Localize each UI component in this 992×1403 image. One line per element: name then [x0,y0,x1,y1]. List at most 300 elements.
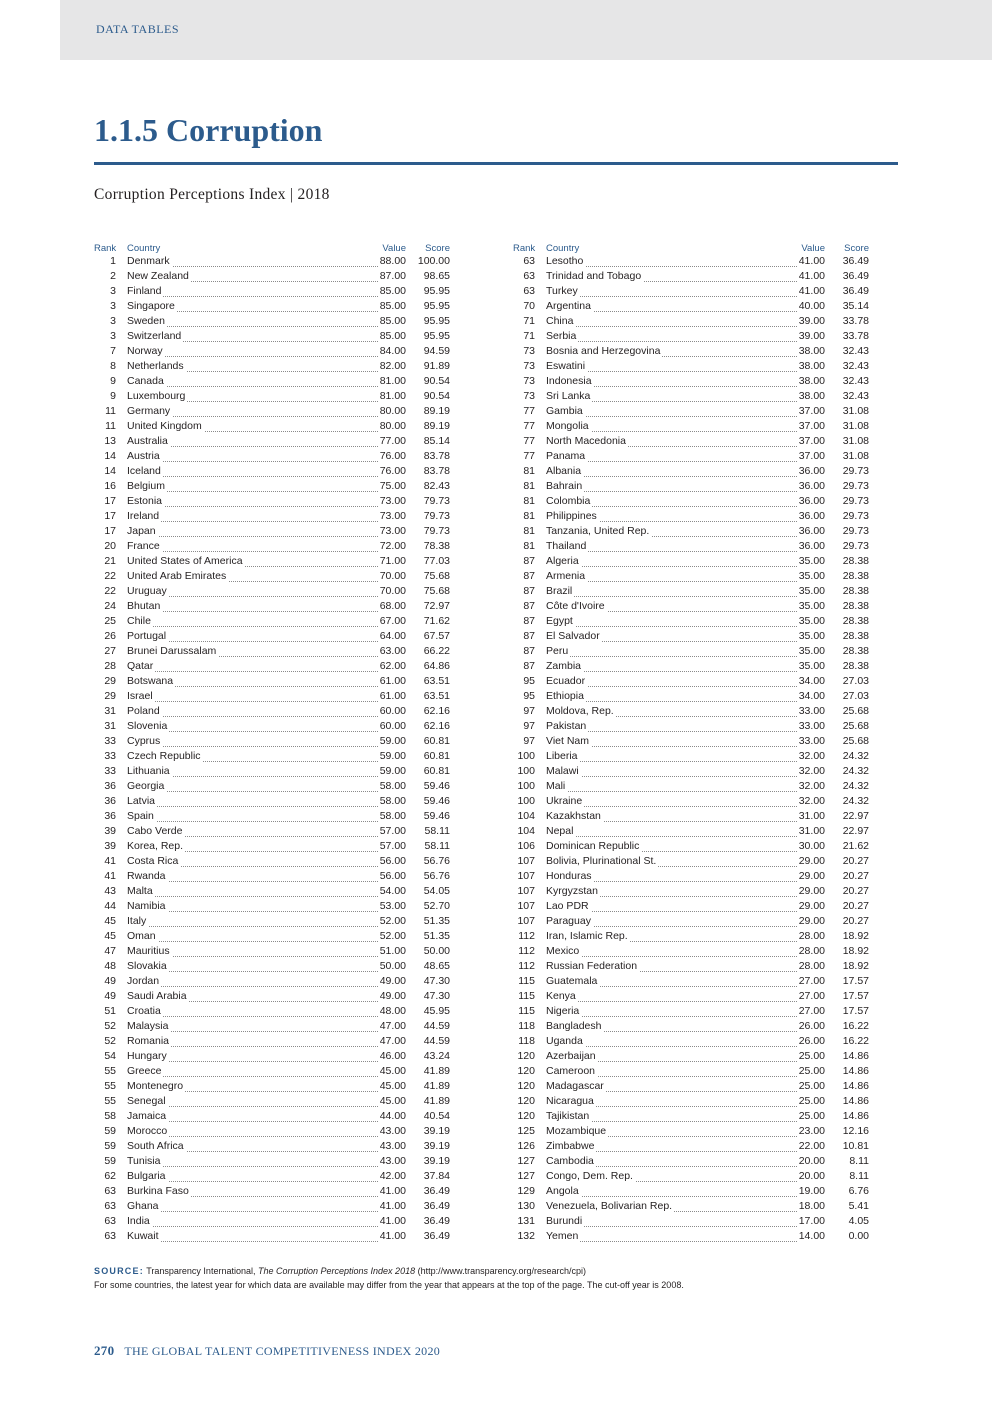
value-cell: 50.00 [379,960,406,972]
country-cell: Czech Republic [127,750,201,762]
dot-leader [546,701,825,702]
country-cell: Tajikistan [546,1110,590,1122]
dot-leader [546,761,825,762]
country-cell: Angola [546,1185,579,1197]
value-cell: 35.00 [798,615,825,627]
table-row [513,1140,869,1155]
country-cell: Spain [127,810,154,822]
rank-cell: 73 [523,360,535,372]
country-cell: Finland [127,285,162,297]
dot-leader [546,566,825,567]
table-row [94,765,450,780]
rank-cell: 97 [523,735,535,747]
country-cell: Cameroon [546,1065,596,1077]
country-cell: Luxembourg [127,390,186,402]
rank-cell: 129 [517,1185,535,1197]
value-cell: 32.00 [798,780,825,792]
dot-leader [127,641,406,642]
rank-cell: 28 [104,660,116,672]
value-cell: 39.00 [798,330,825,342]
country-cell: Cabo Verde [127,825,183,837]
publication-title: THE GLOBAL TALENT COMPETITIVENESS INDEX 2020 [124,1344,441,1358]
score-cell: 44.59 [423,1020,450,1032]
rank-cell: 77 [523,405,535,417]
value-cell: 53.00 [379,900,406,912]
country-cell: Eswatini [546,360,586,372]
country-cell: Uruguay [127,585,167,597]
country-cell: Burundi [546,1215,583,1227]
score-cell: 20.27 [842,870,869,882]
value-cell: 20.00 [798,1170,825,1182]
score-cell: 31.08 [842,450,869,462]
dot-leader [546,656,825,657]
rank-cell: 17 [104,525,116,537]
country-cell: Denmark [127,255,170,267]
score-cell: 62.16 [423,720,450,732]
score-cell: 28.38 [842,630,869,642]
rank-cell: 3 [110,300,116,312]
score-cell: 64.86 [423,660,450,672]
score-header: Score [425,243,450,254]
value-cell: 36.00 [798,465,825,477]
rank-cell: 3 [110,285,116,297]
table-row [513,855,869,870]
value-cell: 25.00 [798,1095,825,1107]
table-row [94,375,450,390]
value-cell: 43.00 [379,1155,406,1167]
dot-leader [546,626,825,627]
country-cell: Bhutan [127,600,161,612]
rank-cell: 27 [104,645,116,657]
rank-cell: 126 [517,1140,535,1152]
value-cell: 49.00 [379,975,406,987]
rank-cell: 87 [523,570,535,582]
score-cell: 79.73 [423,510,450,522]
rank-cell: 87 [523,615,535,627]
score-cell: 63.51 [423,690,450,702]
value-cell: 73.00 [379,495,406,507]
country-cell: Colombia [546,495,591,507]
score-cell: 22.97 [842,825,869,837]
value-cell: 70.00 [379,585,406,597]
score-cell: 29.73 [842,465,869,477]
rank-cell: 100 [517,750,535,762]
country-cell: Liberia [546,750,578,762]
value-cell: 31.00 [798,810,825,822]
country-cell: El Salvador [546,630,600,642]
score-cell: 25.68 [842,705,869,717]
rank-cell: 3 [110,315,116,327]
rank-header: Rank [94,243,117,254]
country-cell: Albania [546,465,582,477]
country-cell: Ethiopia [546,690,584,702]
rank-cell: 63 [104,1230,116,1242]
country-cell: Honduras [546,870,592,882]
score-cell: 75.68 [423,585,450,597]
value-cell: 60.00 [379,705,406,717]
table-row [513,975,869,990]
dot-leader [127,986,406,987]
table-row [513,930,869,945]
rank-cell: 36 [104,780,116,792]
value-cell: 25.00 [798,1080,825,1092]
rank-cell: 73 [523,345,535,357]
country-cell: Nigeria [546,1005,580,1017]
rank-cell: 8 [110,360,116,372]
rank-cell: 132 [517,1230,535,1242]
dot-leader [546,476,825,477]
table-row [513,525,869,540]
value-cell: 80.00 [379,405,406,417]
rank-header: Rank [513,243,536,254]
table-row [513,1155,869,1170]
value-cell: 57.00 [379,825,406,837]
value-cell: 20.00 [798,1155,825,1167]
table-row [513,375,869,390]
dot-leader [546,371,825,372]
table-row [513,1020,869,1035]
dot-leader [546,791,825,792]
rank-cell: 24 [104,600,116,612]
dot-leader [127,746,406,747]
score-cell: 29.73 [842,540,869,552]
country-cell: Lithuania [127,765,170,777]
score-cell: 18.92 [842,930,869,942]
page-footer [94,1343,440,1359]
country-cell: Ecuador [546,675,586,687]
country-cell: Netherlands [127,360,184,372]
rank-cell: 58 [104,1110,116,1122]
table-row [94,750,450,765]
table-row [513,480,869,495]
table-row [513,1185,869,1200]
rank-cell: 44 [104,900,116,912]
score-cell: 14.86 [842,1065,869,1077]
dot-leader [127,1061,406,1062]
value-cell: 36.00 [798,510,825,522]
value-cell: 28.00 [798,945,825,957]
rank-cell: 77 [523,450,535,462]
rank-cell: 87 [523,630,535,642]
table-row [513,795,869,810]
table-row [513,1095,869,1110]
country-cell: North Macedonia [546,435,626,447]
country-cell: Kazakhstan [546,810,601,822]
country-cell: Pakistan [546,720,587,732]
source-organization: Transparency International, [143,1266,258,1276]
country-cell: Sri Lanka [546,390,591,402]
score-cell: 95.95 [423,285,450,297]
dot-leader [546,416,825,417]
value-cell: 31.00 [798,825,825,837]
table-row [94,390,450,405]
score-cell: 40.54 [423,1110,450,1122]
rank-cell: 107 [517,915,535,927]
score-cell: 32.43 [842,375,869,387]
table-row [94,1080,450,1095]
country-cell: Montenegro [127,1080,184,1092]
country-cell: Dominican Republic [546,840,640,852]
section-label: DATA TABLES [96,22,180,36]
rank-cell: 63 [104,1185,116,1197]
dot-leader [127,356,406,357]
table-row [94,495,450,510]
table-row [513,735,869,750]
rank-cell: 63 [523,255,535,267]
dot-leader [546,1046,825,1047]
table-row [94,960,450,975]
country-cell: Egypt [546,615,573,627]
value-cell: 84.00 [379,345,406,357]
score-cell: 6.76 [848,1185,869,1197]
score-cell: 41.89 [423,1095,450,1107]
country-cell: Nepal [546,825,574,837]
value-cell: 29.00 [798,885,825,897]
rank-cell: 112 [518,945,535,957]
value-cell: 58.00 [379,795,406,807]
rank-cell: 62 [104,1170,116,1182]
score-cell: 21.62 [842,840,869,852]
score-cell: 51.35 [423,930,450,942]
dot-leader [127,476,406,477]
value-cell: 28.00 [798,930,825,942]
score-cell: 24.32 [842,750,869,762]
table-row [513,810,869,825]
country-cell: Mali [546,780,566,792]
dot-leader [127,926,406,927]
score-cell: 0.00 [848,1230,869,1242]
score-cell: 20.27 [842,900,869,912]
rank-cell: 54 [104,1050,116,1062]
table-row [513,540,869,555]
table-row [513,915,869,930]
table-row [94,915,450,930]
rank-cell: 59 [104,1125,116,1137]
rank-cell: 71 [523,315,535,327]
score-cell: 90.54 [423,390,450,402]
value-cell: 37.00 [798,405,825,417]
value-cell: 46.00 [379,1050,406,1062]
score-cell: 39.19 [423,1140,450,1152]
value-cell: 41.00 [379,1185,406,1197]
score-cell: 36.49 [423,1200,450,1212]
country-cell: Jordan [127,975,160,987]
score-cell: 14.86 [842,1050,869,1062]
table-row [94,1095,450,1110]
value-cell: 61.00 [379,675,406,687]
country-cell: Belgium [127,480,165,492]
score-cell: 83.78 [423,465,450,477]
value-cell: 41.00 [379,1230,406,1242]
value-cell: 58.00 [379,780,406,792]
table-row [94,330,450,345]
score-cell: 29.73 [842,480,869,492]
country-cell: Rwanda [127,870,166,882]
dot-leader [546,326,825,327]
dot-leader [127,326,406,327]
rank-cell: 21 [104,555,116,567]
value-cell: 85.00 [379,300,406,312]
score-cell: 12.16 [842,1125,869,1137]
score-cell: 89.19 [423,420,450,432]
country-cell: Azerbaijan [546,1050,596,1062]
score-cell: 100.00 [417,255,450,267]
rank-cell: 100 [517,780,535,792]
country-cell: Guatemala [546,975,598,987]
score-cell: 10.81 [842,1140,869,1152]
table-row [513,750,869,765]
table-row [513,435,869,450]
rank-cell: 81 [523,540,535,552]
rank-cell: 55 [104,1095,116,1107]
country-cell: Jamaica [127,1110,167,1122]
table-row [94,1050,450,1065]
rank-cell: 39 [104,840,116,852]
rank-cell: 120 [517,1065,535,1077]
left-data-column [94,243,450,1245]
score-cell: 77.03 [423,555,450,567]
rank-cell: 87 [523,600,535,612]
country-header: Country [127,243,161,254]
dot-leader [127,896,406,897]
value-cell: 35.00 [798,660,825,672]
rank-cell: 118 [518,1020,535,1032]
country-cell: Lesotho [546,255,584,267]
value-cell: 32.00 [798,795,825,807]
rank-cell: 112 [518,960,535,972]
value-cell: 38.00 [798,375,825,387]
rank-cell: 7 [110,345,116,357]
dot-leader [127,1241,406,1242]
value-cell: 51.00 [379,945,406,957]
table-row [94,315,450,330]
score-cell: 36.49 [423,1215,450,1227]
table-row [513,1035,869,1050]
value-cell: 68.00 [379,600,406,612]
table-row [94,1125,450,1140]
table-row [513,405,869,420]
value-cell: 32.00 [798,765,825,777]
score-cell: 90.54 [423,375,450,387]
country-cell: Israel [127,690,153,702]
value-cell: 25.00 [798,1065,825,1077]
score-cell: 28.38 [842,615,869,627]
value-cell: 70.00 [379,570,406,582]
table-row [513,255,869,270]
value-cell: 29.00 [798,855,825,867]
value-cell: 23.00 [798,1125,825,1137]
value-cell: 45.00 [379,1065,406,1077]
rank-cell: 59 [104,1155,116,1167]
country-cell: Japan [127,525,156,537]
rank-cell: 81 [523,525,535,537]
rank-cell: 39 [104,825,116,837]
rank-cell: 97 [523,720,535,732]
country-cell: Ukraine [546,795,583,807]
score-cell: 58.11 [424,825,450,837]
score-cell: 91.89 [423,360,450,372]
country-cell: Iceland [127,465,161,477]
rank-cell: 95 [523,675,535,687]
table-row [94,1140,450,1155]
country-cell: Oman [127,930,156,942]
value-cell: 30.00 [798,840,825,852]
rank-cell: 118 [518,1035,535,1047]
table-row [94,930,450,945]
table-row [94,840,450,855]
rank-cell: 20 [104,540,116,552]
rank-cell: 81 [523,465,535,477]
rank-cell: 3 [110,330,116,342]
country-cell: Kenya [546,990,576,1002]
score-cell: 28.38 [842,585,869,597]
value-cell: 28.00 [798,960,825,972]
country-cell: Philippines [546,510,597,522]
value-cell: 14.00 [798,1230,825,1242]
score-cell: 94.59 [423,345,450,357]
table-row [94,675,450,690]
score-cell: 17.57 [842,990,869,1002]
value-cell: 38.00 [798,390,825,402]
country-cell: Slovenia [127,720,168,732]
score-cell: 75.68 [423,570,450,582]
rank-cell: 55 [104,1080,116,1092]
country-cell: Tunisia [127,1155,161,1167]
rank-cell: 45 [104,915,116,927]
rank-cell: 104 [517,825,535,837]
value-cell: 35.00 [798,555,825,567]
value-cell: 85.00 [379,315,406,327]
country-cell: Malaysia [127,1020,169,1032]
score-cell: 56.76 [423,855,450,867]
rank-cell: 107 [517,870,535,882]
score-cell: 28.38 [842,645,869,657]
score-cell: 89.19 [423,405,450,417]
rank-cell: 26 [104,630,116,642]
country-cell: Sweden [127,315,165,327]
rank-cell: 31 [104,720,116,732]
score-cell: 29.73 [842,510,869,522]
table-row [513,555,869,570]
table-row [94,1230,450,1245]
country-cell: Armenia [546,570,586,582]
value-cell: 40.00 [798,300,825,312]
value-cell: 76.00 [379,450,406,462]
country-cell: Côte d'Ivoire [546,600,605,612]
value-cell: 43.00 [379,1125,406,1137]
country-cell: Lao PDR [546,900,589,912]
source-title: The Corruption Perceptions Index 2018 [257,1266,416,1276]
score-cell: 14.86 [842,1110,869,1122]
score-cell: 18.92 [842,945,869,957]
value-cell: 52.00 [379,915,406,927]
dot-leader [127,296,406,297]
dot-leader [546,686,825,687]
country-cell: Poland [127,705,160,717]
rank-cell: 115 [518,990,535,1002]
country-cell: Portugal [127,630,167,642]
value-cell: 26.00 [798,1035,825,1047]
value-cell: 71.00 [379,555,406,567]
country-cell: Cyprus [127,735,161,747]
country-cell: Chile [127,615,151,627]
value-cell: 59.00 [379,735,406,747]
table-row [94,510,450,525]
table-row [94,795,450,810]
table-row [513,1050,869,1065]
table-row [513,300,869,315]
rank-cell: 17 [104,510,116,522]
